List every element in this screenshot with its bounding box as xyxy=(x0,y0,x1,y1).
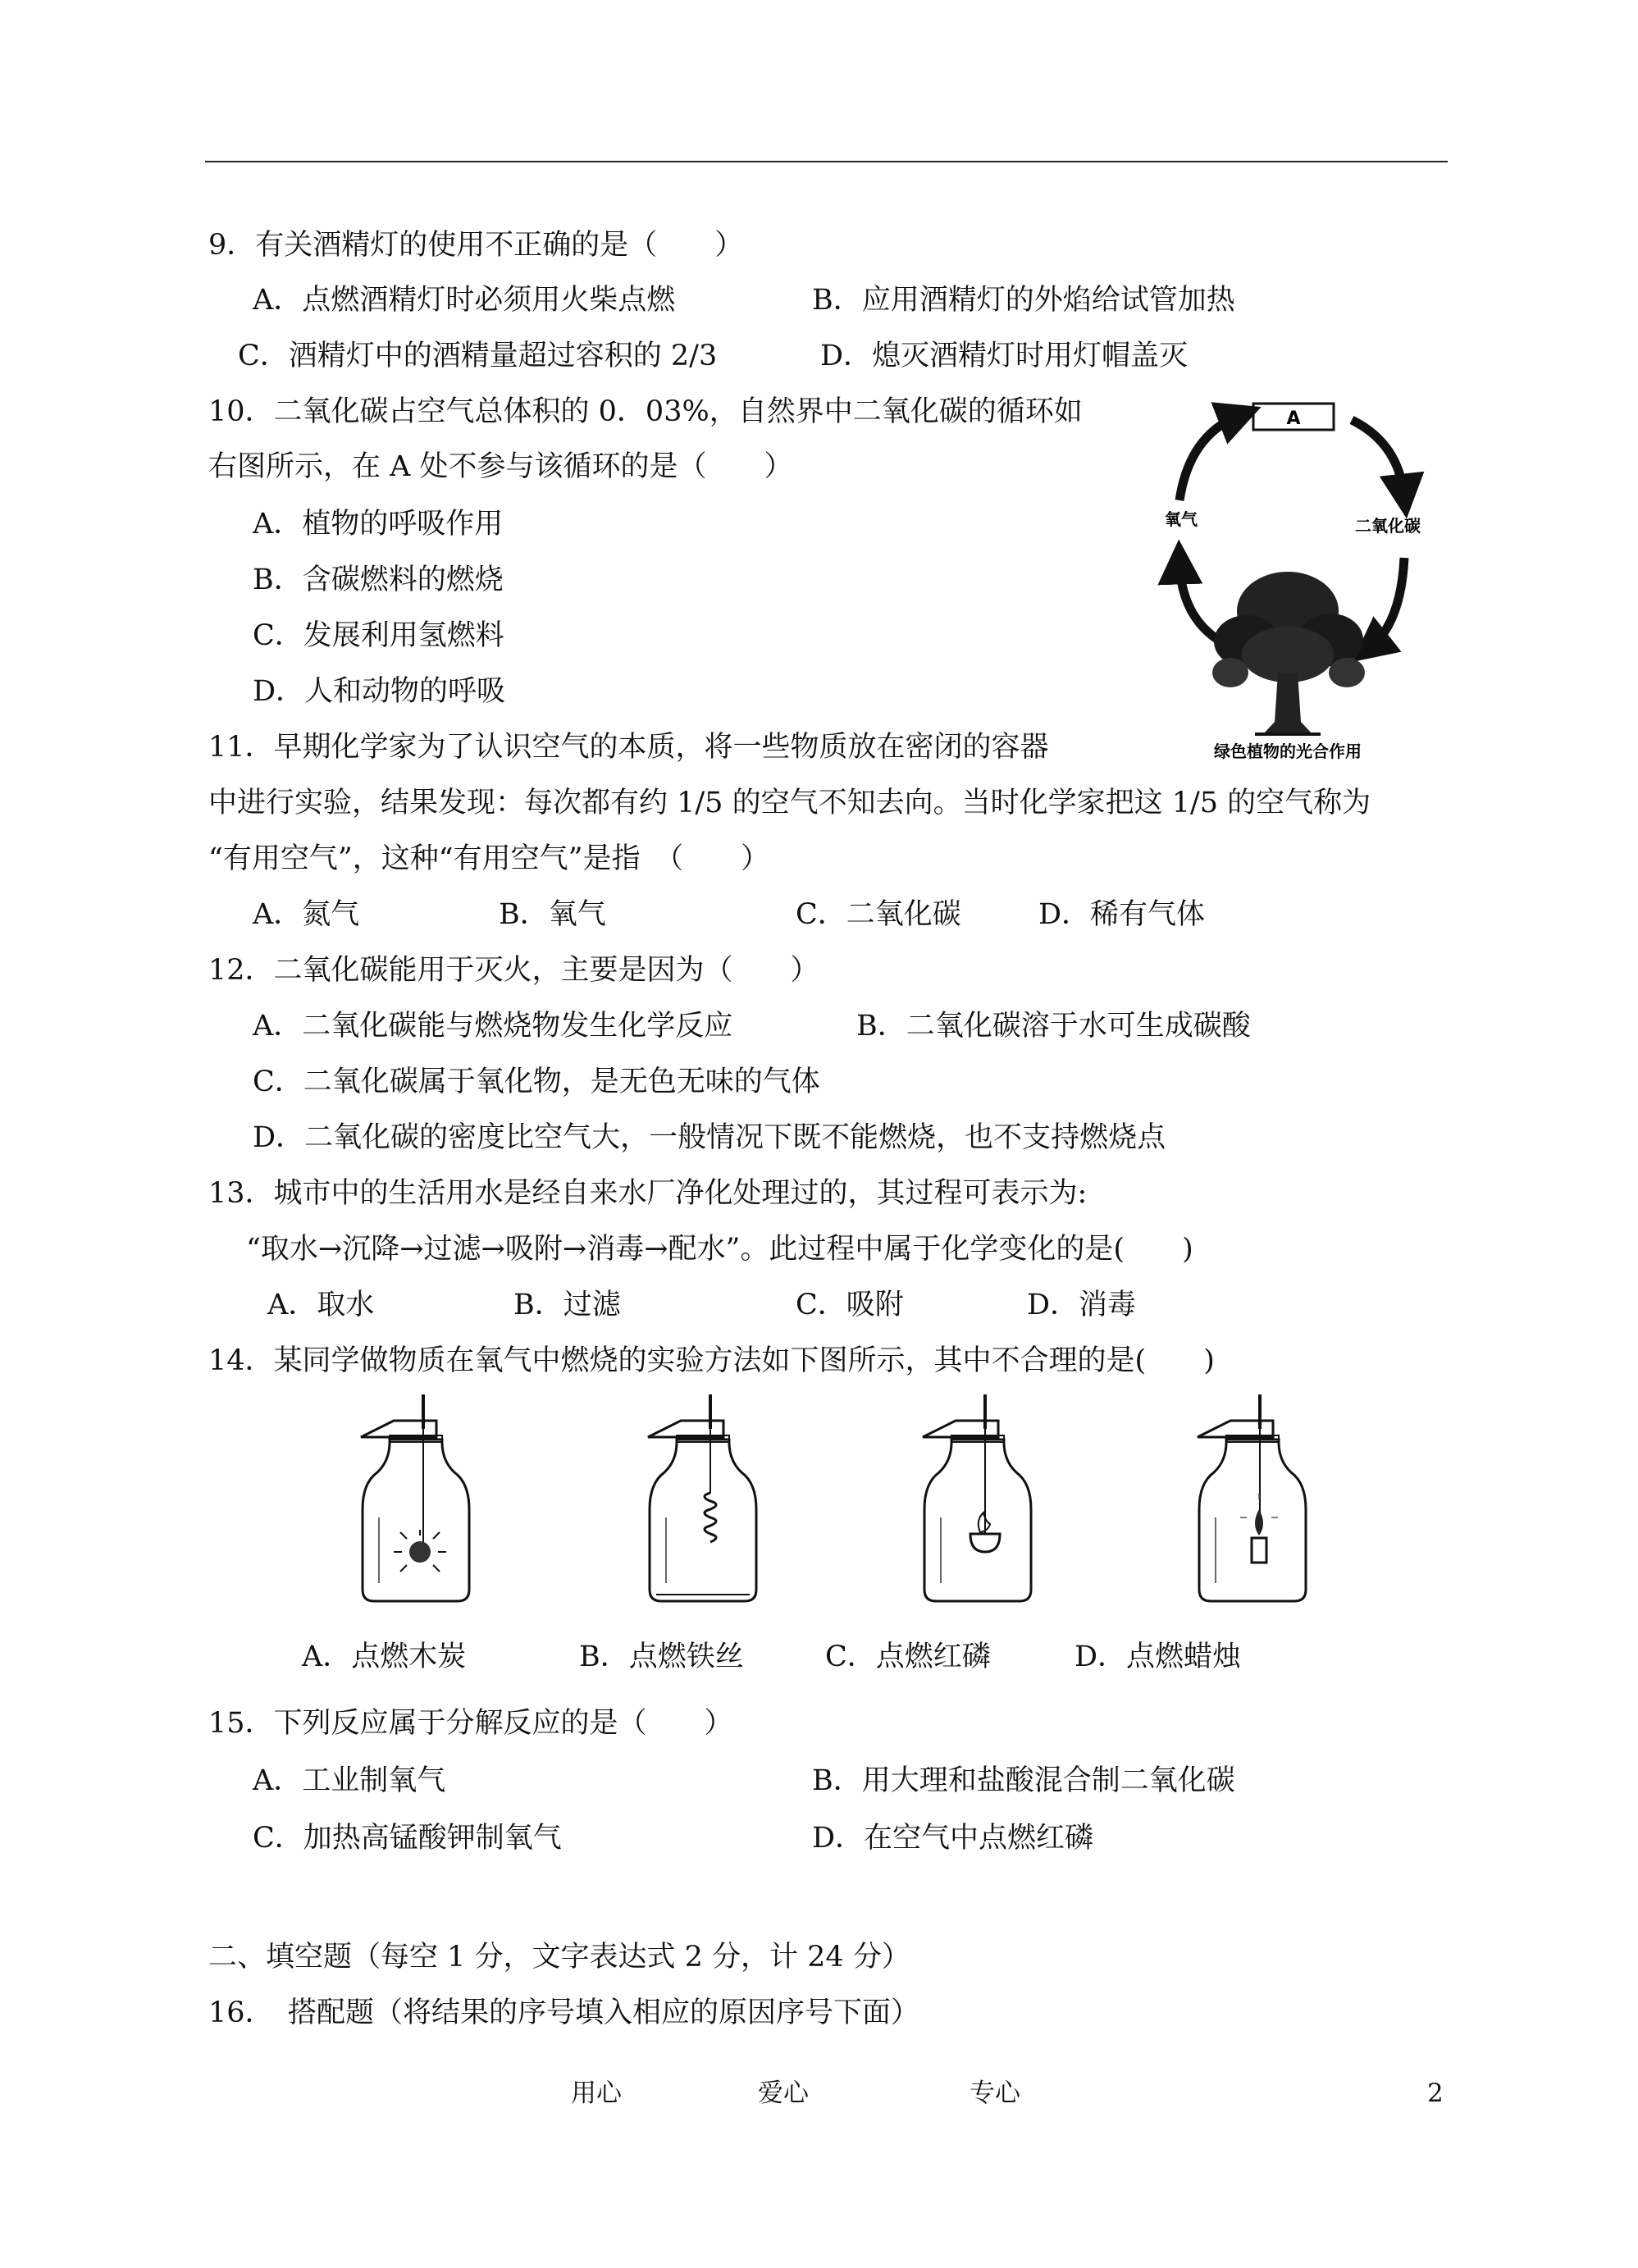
cycle-box-label: A xyxy=(1286,408,1301,429)
q11-option-b: B．氧气 xyxy=(499,898,606,931)
q10-stem-line1: 10．二氧化碳占空气总体积的 0．03%，自然界中二氧化碳的循环如 xyxy=(208,395,1083,428)
q14-option-c: C．点燃红磷 xyxy=(825,1641,991,1673)
q11-option-a: A．氮气 xyxy=(253,898,360,931)
q10-option-c: C．发展利用氢燃料 xyxy=(253,619,504,652)
q11-option-c: C．二氧化碳 xyxy=(796,898,961,931)
q10-stem-line2: 右图所示，在 A 处不参与该循环的是（ ） xyxy=(208,450,793,483)
footer-right: 专心 xyxy=(970,2079,1020,2108)
carbon-cycle-figure xyxy=(1140,386,1444,763)
q14-option-d: D．点燃蜡烛 xyxy=(1075,1641,1242,1673)
cycle-label-co2: 二氧化碳 xyxy=(1355,516,1421,536)
arrow-top-left xyxy=(1179,415,1240,500)
footer-left: 用心 xyxy=(571,2079,622,2108)
q13-option-d: D．消毒 xyxy=(1027,1289,1137,1321)
cycle-label-oxygen: 氧气 xyxy=(1165,509,1198,529)
q15-option-c: C．加热高锰酸钾制氧气 xyxy=(253,1822,562,1855)
q9-option-b: B．应用酒精灯的外焰给试管加热 xyxy=(812,284,1235,317)
q11-stem-line1: 11．早期化学家为了认识空气的本质，将一些物质放在密闭的容器 xyxy=(208,731,1049,764)
jar-charcoal-figure xyxy=(344,1394,488,1612)
q13-option-b: B．过滤 xyxy=(513,1289,621,1321)
arrow-bottom-left xyxy=(1179,562,1218,640)
arrow-top-right xyxy=(1352,420,1404,496)
q9-option-a: A．点燃酒精灯时必须用火柴点燃 xyxy=(253,284,676,317)
q12-stem: 12．二氧化碳能用于灭火，主要是因为（ ） xyxy=(208,954,819,987)
q9-stem: 9．有关酒精灯的使用不正确的是（ ） xyxy=(208,229,744,262)
q14-option-b: B．点燃铁丝 xyxy=(579,1641,744,1673)
page-number: 2 xyxy=(1427,2079,1444,2108)
q14-stem: 14．某同学做物质在氧气中燃烧的实验方法如下图所示，其中不合理的是( ) xyxy=(208,1344,1215,1377)
q13-stem-line1: 13．城市中的生活用水是经自来水厂净化处理过的，其过程可表示为: xyxy=(208,1177,1088,1210)
q10-option-a: A．植物的呼吸作用 xyxy=(253,508,504,541)
q12-option-b: B．二氧化碳溶于水可生成碳酸 xyxy=(856,1010,1251,1043)
q13-stem-line2: “取水→沉降→过滤→吸附→消毒→配水”。此过程中属于化学变化的是( ) xyxy=(246,1233,1193,1266)
q11-stem-line3: “有用空气”，这种“有用空气”是指 （ ） xyxy=(208,842,770,875)
q15-option-d: D．在空气中点燃红磷 xyxy=(812,1822,1094,1855)
q10-option-b: B．含碳燃料的燃烧 xyxy=(253,564,504,596)
q12-option-d: D．二氧化碳的密度比空气大，一般情况下既不能燃烧，也不支持燃烧点 xyxy=(253,1121,1166,1154)
jar-candle-figure xyxy=(1181,1394,1325,1612)
q14-option-a: A．点燃木炭 xyxy=(302,1641,467,1673)
q16-stem: 16． 搭配题（将结果的序号填入相应的原因序号下面） xyxy=(208,1996,920,2029)
tree-icon xyxy=(1212,572,1365,734)
q13-option-c: C．吸附 xyxy=(796,1289,904,1321)
cycle-caption: 绿色植物的光合作用 xyxy=(1214,742,1362,761)
q15-option-b: B．用大理和盐酸混合制二氧化碳 xyxy=(812,1764,1235,1797)
q13-option-a: A．取水 xyxy=(267,1289,375,1321)
header-rule xyxy=(205,161,1448,162)
section2-title: 二、填空题（每空 1 分，文字表达式 2 分，计 24 分） xyxy=(208,1941,910,1974)
q12-option-c: C．二氧化碳属于氧化物，是无色无味的气体 xyxy=(253,1066,820,1098)
arrow-bottom-right xyxy=(1370,558,1404,648)
footer-middle: 爱心 xyxy=(758,2079,809,2108)
q15-option-a: A．工业制氧气 xyxy=(253,1764,446,1797)
q11-option-d: D．稀有气体 xyxy=(1038,898,1206,931)
q12-option-a: A．二氧化碳能与燃烧物发生化学反应 xyxy=(253,1010,733,1043)
q10-option-d: D．人和动物的呼吸 xyxy=(253,675,506,708)
q11-stem-line2: 中进行实验，结果发现：每次都有约 1/5 的空气不知去向。当时化学家把这 1/5 的空气称为 xyxy=(208,787,1371,819)
q15-stem: 15．下列反应属于分解反应的是（ ） xyxy=(208,1707,733,1740)
q9-option-c: C．酒精灯中的酒精量超过容积的 2/3 xyxy=(238,340,718,372)
jar-red-phosphorus-figure xyxy=(906,1394,1050,1612)
q9-option-d: D．熄灭酒精灯时用灯帽盖灭 xyxy=(820,340,1189,372)
jar-iron-wire-figure xyxy=(632,1394,775,1612)
